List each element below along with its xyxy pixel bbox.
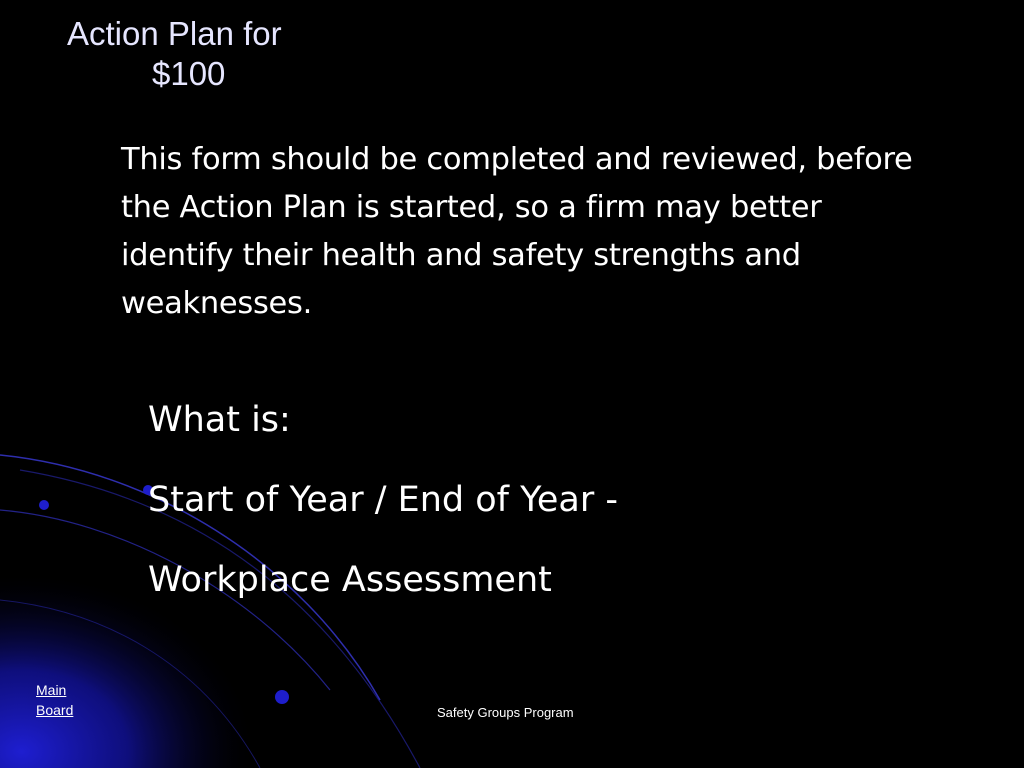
footer-text: Safety Groups Program: [437, 705, 574, 720]
title-line-2: $100: [152, 55, 226, 92]
slide-title: [67, 14, 367, 94]
answer-line-1: What is:: [148, 400, 291, 440]
answer-line-3: Workplace Assessment: [148, 560, 552, 600]
answer-line-2: Start of Year / End of Year -: [148, 480, 618, 520]
title-line-1: Action Plan for: [67, 15, 282, 52]
clue-text: This form should be completed and reviewed, before the Action Plan is started, so a firm may better identify their health and safety strengths and weaknesses.: [121, 142, 913, 321]
answer-block: [148, 390, 948, 630]
bullet-dot-3: [275, 690, 289, 704]
bullet-dot-1: [39, 500, 49, 510]
main-board-link[interactable]: Main Board: [36, 682, 74, 718]
